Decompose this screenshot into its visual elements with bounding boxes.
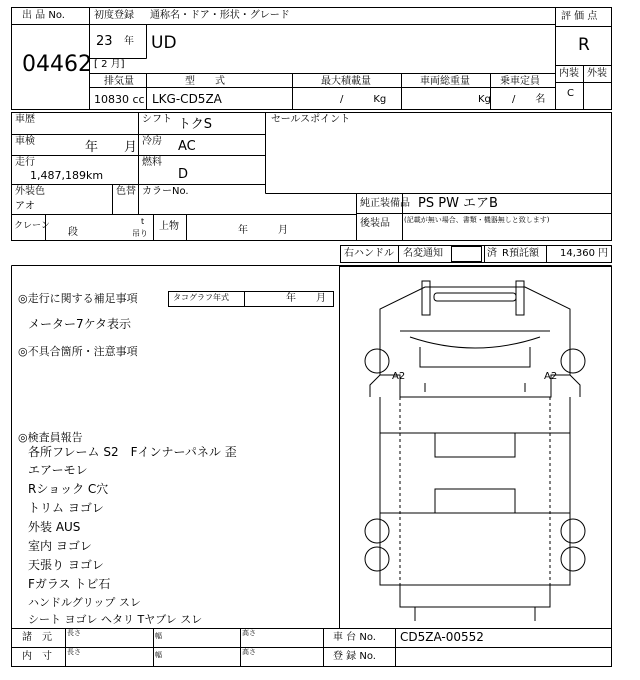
color-no-label: 色替 [116,186,136,197]
yen-unit: 円 [598,248,608,259]
defect-title: ◎不具合箇所・注意事項 [18,345,138,358]
inner-length-label: 長さ [67,648,81,656]
upper-label: 上物 [159,221,179,232]
displacement-label: 排気量 [104,76,134,87]
type-value: LKG-CD5ZA [152,92,222,106]
ac-value: AC [178,139,196,154]
inner-height-label: 高さ [242,648,256,656]
crane-hoist-unit: 吊り [132,229,148,238]
damage-mark-right: A2 [544,371,558,382]
inspector-line: Fガラス トビ石 [28,577,111,591]
max-load-label: 最大積載量 [321,76,371,87]
inspector-line: Rショック C穴 [28,482,109,496]
supplement-text: メーター7ケタ表示 [28,317,132,331]
upper-date: 年 月 [238,225,288,236]
damage-mark-left: A2 [392,371,406,382]
chassis-label: 車 台 No. [333,632,376,643]
reg-no-label: 登 録 No. [333,651,376,662]
truck-diagram [340,267,611,628]
model-name-label: 通称名・ドア・形状・グレード [150,10,290,21]
reg-month: [ 2 月] [94,59,125,70]
ac-label: 冷房 [142,136,162,147]
width-label: 幅 [155,632,162,640]
interior-label: 内装 [559,68,579,79]
mileage-value: 1,487,189km [30,169,104,182]
shift-value: トクS [178,117,212,132]
reg-year: 23 [96,34,113,49]
lot-no-value: 04462 [22,52,92,77]
inspector-title: ◎検査員報告 [18,431,83,444]
inspection-value: 年 月 [85,140,138,155]
fuel-value: D [178,167,189,182]
inspection-label: 車検 [15,136,35,147]
model-name-value: UD [151,33,177,53]
capacity-value: / 名 [512,94,546,105]
inspector-line: トリム ヨゴレ [28,501,104,515]
chassis-value: CD5ZA-00552 [400,630,484,644]
name-change-label: 名変通知 [403,248,443,259]
sales-point-label: セールスポイント [271,114,351,125]
recycle-label: 済 [487,248,497,259]
inspector-line: 室内 ヨゴレ [28,539,92,553]
grade-label: 評 価 点 [561,11,598,22]
inspector-line: エアーモレ [28,463,88,477]
aftermarket-note: (記載が無い場合、書類・機器無しと致します) [404,216,550,224]
history-label: 車歴 [15,114,35,125]
lot-no-label: 出 品 No. [22,10,65,21]
first-reg-label: 初度登録 [94,10,134,21]
ext-color-label: 外装色 [15,186,45,197]
supplement-title: ◎走行に関する補足事項 [18,292,138,305]
rhd-label: 右ハンドル [344,248,394,259]
inner-width-label: 幅 [155,651,162,659]
inspector-line: 外装 AUS [28,520,81,534]
mileage-label: 走行 [15,157,35,168]
crane-ton-unit: t [141,217,145,226]
height-label: 高さ [242,629,256,637]
interior-grade: C [567,88,574,99]
recycle-deposit-value: 14,360 [560,248,595,259]
inspector-line: 各所フレーム S2 Fインナーパネル 歪 [28,445,237,459]
inspector-line: シート ヨゴレ ヘタリ Tヤブレ スレ [28,613,203,626]
color-code-label: カラーNo. [142,186,189,197]
fuel-label: 燃料 [142,157,162,168]
tacho-value: 年 月 [286,293,326,304]
gross-weight-label: 車両総重量 [420,76,470,87]
dims-label: 諸 元 [22,632,52,643]
gross-weight-value: Kg [478,94,491,105]
inspector-line: ハンドルグリップ スレ [28,596,141,609]
crane-stage-unit: 段 [68,227,78,238]
type-label: 型 式 [185,76,225,87]
oem-label: 純正装備品 [360,198,410,209]
max-load-value: / Kg [340,94,387,105]
aftermarket-label: 後装品 [360,218,390,229]
shift-label: シフト [142,114,172,125]
inspector-line: 天張り ヨゴレ [28,558,104,572]
displacement-value: 10830 cc [94,93,145,106]
ext-color-value: アオ [15,201,35,212]
inner-dims-label: 内 寸 [22,651,52,662]
grade-value: R [578,35,590,55]
capacity-label: 乗車定員 [500,76,540,87]
length-label: 長さ [67,629,81,637]
crane-label: クレーン [14,221,50,231]
recycle-deposit-label: R預託額 [502,248,539,259]
exterior-label: 外装 [587,68,607,79]
tacho-label: タコグラフ年式 [173,293,229,302]
oem-value: PS PW エアB [418,196,498,211]
reg-year-unit: 年 [124,36,134,47]
